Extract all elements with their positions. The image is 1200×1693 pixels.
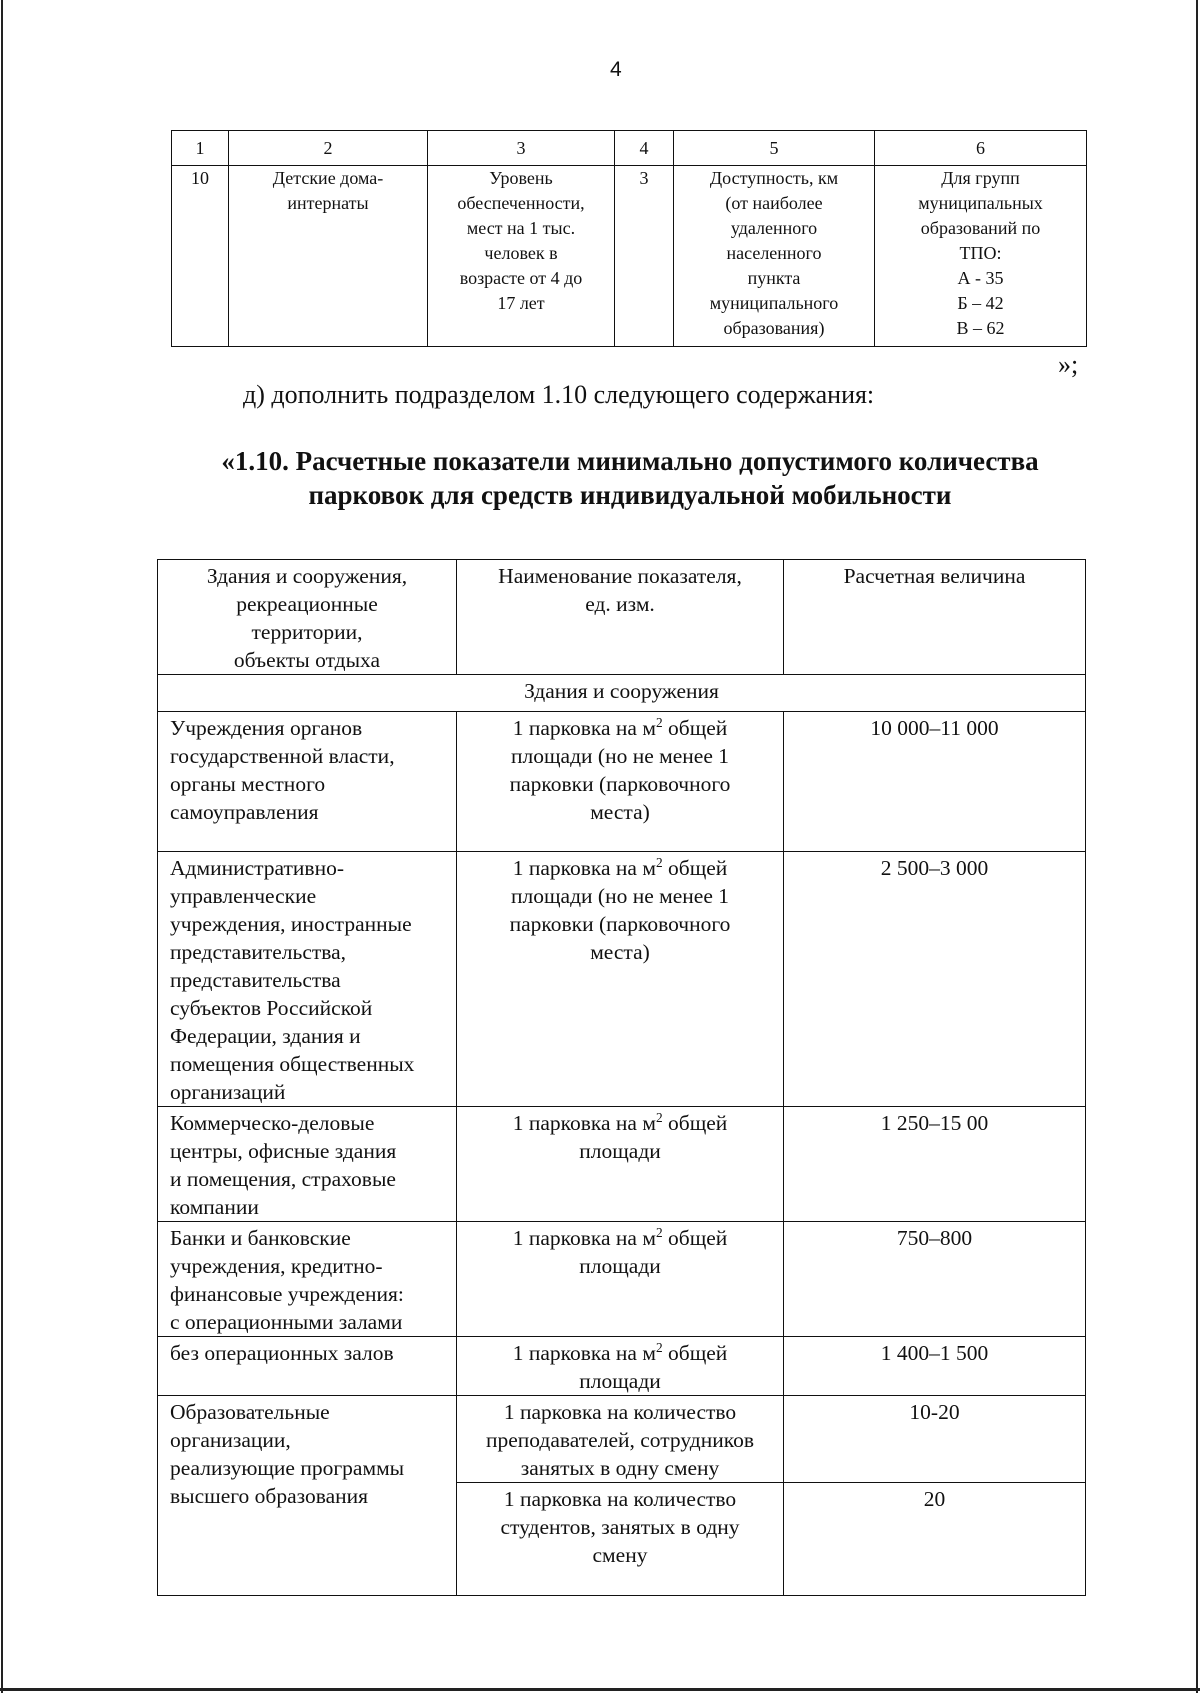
page-edge-bottom	[0, 1688, 1200, 1691]
header-cell: 5	[674, 131, 875, 166]
indicator-name: 1 парковка на $м^2$ общей площади	[457, 1222, 784, 1337]
header-indicator: Наименование показателя, ед. изм.	[457, 560, 784, 675]
main-table-header-row	[158, 560, 1086, 675]
header-cell: 6	[875, 131, 1087, 166]
calculated-value: 1 250–15 00	[784, 1107, 1086, 1222]
object-name: Учреждения органов государственной власти, органы местного самоуправления	[158, 712, 457, 852]
object-name: без операционных залов	[158, 1337, 457, 1396]
object-name: Банки и банковские учреждения, кредитно- финансовые учреждения: с операционными залами	[158, 1222, 457, 1337]
object-name: Коммерческо-деловые центры, офисные здания и помещения, страховые компании	[158, 1107, 457, 1222]
header-cell: 3	[428, 131, 615, 166]
object-name: Детские дома- интернаты	[229, 166, 428, 347]
calculated-value: 2 500–3 000	[784, 852, 1086, 1107]
indicator-name: 1 парковка на $м^2$ общей площади (но не менее 1 парковки (парковочного места)	[457, 712, 784, 852]
page-number: 4	[610, 58, 622, 81]
main-table	[157, 559, 1086, 1596]
indicator-name: 1 парковка на $м^2$ общей площади	[457, 1337, 784, 1396]
calculated-value: 10-20	[784, 1396, 1086, 1483]
table-row	[158, 1107, 1086, 1222]
page-edge-left	[1, 0, 3, 1693]
closing-quote: »;	[1058, 350, 1079, 379]
section-title: «1.10. Расчетные показатели минимально допустимого количества парковок для средств индивидуальной мобильности	[221, 446, 1039, 510]
row-number: 10	[172, 166, 229, 347]
amendment-text: д) дополнить подразделом 1.10 следующего содержания:	[243, 380, 875, 409]
indicator-name: 1 парковка на $м^2$ общей площади (но не менее 1 парковки (парковочного места)	[457, 852, 784, 1107]
object-name: Административно- управленческие учреждения, иностранные представительства, представительства субъектов Российской Федерации, здания и помещения общественных организаций	[158, 852, 457, 1107]
table-row	[158, 852, 1086, 1107]
indicator-name: 1 парковка на количество студентов, занятых в одну смену	[457, 1483, 784, 1596]
page-edge-right	[1196, 0, 1198, 1693]
group-title-row	[158, 675, 1086, 712]
calculated-value: 20	[784, 1483, 1086, 1596]
top-table-header-row	[172, 131, 1087, 166]
header-cell: 1	[172, 131, 229, 166]
header-cell: 4	[615, 131, 674, 166]
table-row	[158, 1337, 1086, 1396]
indicator-name: 1 парковка на $м^2$ общей площади	[457, 1107, 784, 1222]
header-objects: Здания и сооружения, рекреационные территории, объекты отдыха	[158, 560, 457, 675]
calculated-value: 750–800	[784, 1222, 1086, 1337]
group-values: Для групп муниципальных образований по ТПО: А - 35 Б – 42 В – 62	[875, 166, 1087, 347]
table-row	[158, 712, 1086, 852]
top-table-row	[172, 166, 1087, 347]
calculated-value: 1 400–1 500	[784, 1337, 1086, 1396]
table-row	[158, 1222, 1086, 1337]
indicator-value: 3	[615, 166, 674, 347]
accessibility-indicator: Доступность, км (от наиболее удаленного населенного пункта муниципального образования)	[674, 166, 875, 347]
header-cell: 2	[229, 131, 428, 166]
group-title: Здания и сооружения	[158, 675, 1086, 712]
indicator-name: Уровень обеспеченности, мест на 1 тыс. человек в возрасте от 4 до 17 лет	[428, 166, 615, 347]
calculated-value: 10 000–11 000	[784, 712, 1086, 852]
top-table	[171, 130, 1087, 347]
object-name: Образовательные организации, реализующие программы высшего образования	[158, 1396, 457, 1596]
table-row	[158, 1396, 1086, 1483]
header-value: Расчетная величина	[784, 560, 1086, 675]
indicator-name: 1 парковка на количество преподавателей, сотрудников занятых в одну смену	[457, 1396, 784, 1483]
